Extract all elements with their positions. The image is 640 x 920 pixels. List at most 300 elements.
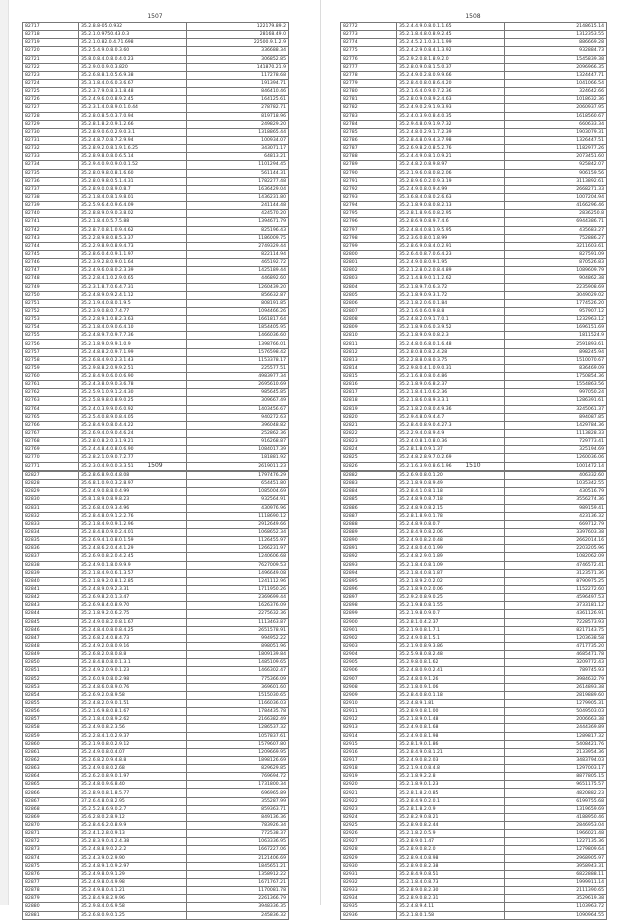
row-code-cell: 35.2.1.8.9.0.1.48 (397, 716, 505, 724)
table-row (23, 96, 289, 104)
table-row (23, 870, 289, 878)
table-row (341, 822, 607, 830)
row-id-cell: 82897 (341, 594, 397, 602)
row-id-cell: 82901 (341, 626, 397, 634)
table-row (341, 651, 607, 659)
table-row (23, 887, 289, 895)
table-row (23, 193, 289, 201)
row-id-cell: 82801 (341, 259, 397, 267)
row-code-cell: 35.2.4.9.0.8.0.4.07 (79, 748, 187, 756)
row-id-cell: 82737 (23, 185, 79, 193)
row-code-cell: 35.2.1.8.4.0.5.7.5.88 (79, 218, 187, 226)
row-value-cell: 1126455.97 (187, 537, 289, 545)
row-value-cell: 249829.20 (187, 120, 289, 128)
table-title: 1509 (147, 462, 163, 469)
row-id-cell: 82808 (341, 316, 397, 324)
row-id-cell: 82774 (341, 39, 397, 47)
row-value-cell: 22500.9.1.2.9 (187, 39, 289, 47)
table-row (341, 895, 607, 903)
row-value-cell: 1510070.67 (505, 356, 607, 364)
row-value-cell: 1090964.55 (505, 911, 607, 919)
table-row (23, 675, 289, 683)
row-id-cell: 82929 (341, 854, 397, 862)
table-row (23, 667, 289, 675)
row-value-cell: 1545839.38 (505, 55, 607, 63)
row-id-cell: 82777 (341, 63, 397, 71)
row-value-cell: 396048.82 (187, 421, 289, 429)
row-code-cell: 35.2.4.9.8.0.4.9.98 (79, 879, 187, 887)
row-code-cell: 35.2.8.4.9.0.8.1.21 (397, 748, 505, 756)
row-id-cell: 82753 (23, 316, 79, 324)
row-id-cell: 82823 (341, 438, 397, 446)
table-row (23, 332, 289, 340)
row-id-cell: 82873 (23, 846, 79, 854)
row-id-cell: 82870 (23, 822, 79, 830)
row-value-cell: 1661817.64 (187, 316, 289, 324)
table-row (23, 585, 289, 593)
table-row (23, 250, 289, 258)
row-code-cell: 35.2.4.0.3.9.9.0.6.0.92 (79, 405, 187, 413)
row-id-cell: 82849 (23, 651, 79, 659)
table-row (23, 553, 289, 561)
row-code-cell: 35.2.6.9.4.1.0.8.0.1.59 (79, 537, 187, 545)
row-value-cell: 1358912.22 (187, 870, 289, 878)
table-block-4 (340, 461, 606, 920)
row-code-cell: 35.2.8.0.9.8.0.5.1.4.31 (79, 177, 187, 185)
row-code-cell: 35.2.4.8.2.8.9.7.0.2.69 (397, 454, 505, 462)
row-code-cell: 35.2.6.0.9.0.8.0.2.98 (79, 675, 187, 683)
row-code-cell: 35.2.8.4.8.0.9.4.3.7.98 (397, 136, 505, 144)
row-id-cell: 82924 (341, 813, 397, 821)
row-value-cell: 696965.89 (187, 789, 289, 797)
row-value-cell: 1324447.71 (505, 71, 607, 79)
row-value-cell: 3556274.36 (505, 496, 607, 504)
table-row (23, 275, 289, 283)
row-code-cell: 35.2.1.0.9750.43.0.3 (79, 31, 187, 39)
table-row (341, 569, 607, 577)
row-value-cell: 1103963.72 (505, 903, 607, 911)
table-row (23, 177, 289, 185)
table-row (341, 324, 607, 332)
row-value-cell: 906159.56 (505, 169, 607, 177)
row-value-cell: 1576598.42 (187, 348, 289, 356)
table-row (23, 446, 289, 454)
row-id-cell: 82730 (23, 128, 79, 136)
row-code-cell: 35.2.6.9.0.8.0.1.20 (397, 472, 505, 480)
table-row (341, 39, 607, 47)
row-value-cell: 1312353.55 (505, 31, 607, 39)
table-row (341, 340, 607, 348)
row-id-cell: 82928 (341, 846, 397, 854)
table-row (341, 504, 607, 512)
row-code-cell: 35.2.4.9.0.8.1.68 (397, 724, 505, 732)
row-id-cell: 82797 (341, 226, 397, 234)
table-row (23, 364, 289, 372)
row-code-cell: 35.2.6.8.2.4.0.8.4.73 (79, 634, 187, 642)
row-id-cell: 82926 (341, 830, 397, 838)
row-id-cell: 82810 (341, 332, 397, 340)
row-code-cell: 35.2.4.8.0.9.1.26 (397, 675, 505, 683)
row-id-cell: 82921 (341, 789, 397, 797)
table-row (23, 520, 289, 528)
row-code-cell: 35.2.1.9.4.0.8.4.8 (397, 765, 505, 773)
row-value-cell: 1554863.56 (505, 381, 607, 389)
row-id-cell: 82828 (23, 480, 79, 488)
row-id-cell: 82905 (341, 659, 397, 667)
row-value-cell: 808191.85 (187, 299, 289, 307)
row-id-cell: 82766 (23, 421, 79, 429)
table-row (23, 699, 289, 707)
row-code-cell: 35.2.4.9.2.0.9.0.1.23 (79, 667, 187, 675)
row-value-cell: 1782277.48 (187, 177, 289, 185)
table-row (23, 79, 289, 87)
table-row (341, 903, 607, 911)
table-row (341, 488, 607, 496)
row-code-cell: 35.2.4.8.2.9.0.1.89 (397, 553, 505, 561)
table-row (341, 748, 607, 756)
row-id-cell: 82758 (23, 356, 79, 364)
table-row (341, 291, 607, 299)
row-value-cell: 2651578.91 (187, 626, 289, 634)
row-code-cell: 35.2.1.6.4.0.9.0.7.2.36 (397, 88, 505, 96)
row-code-cell: 35.2.1.8.4.0.8.73 (397, 879, 505, 887)
row-code-cell: 35.2.8.9.4.0.8.98 (397, 854, 505, 862)
row-id-cell: 82867 (23, 797, 79, 805)
table-row (23, 389, 289, 397)
row-value-cell: 1260439.20 (187, 283, 289, 291)
row-id-cell: 82889 (341, 528, 397, 536)
row-value-cell: 1241112.96 (187, 577, 289, 585)
row-code-cell: 35.2.2.8.4.1.0.2.9.0.65 (79, 275, 187, 283)
table-row (23, 911, 289, 919)
row-code-cell: 35.2.1.8.4.0.8.1.87 (397, 569, 505, 577)
table-row (341, 79, 607, 87)
row-id-cell: 82877 (23, 879, 79, 887)
row-id-cell: 82844 (23, 610, 79, 618)
row-value-cell: 2073451.60 (505, 153, 607, 161)
table-row (341, 136, 607, 144)
row-value-cell: 3397603.38 (505, 528, 607, 536)
row-code-cell: 35.2.4.9.0.8.0.2.68 (79, 765, 187, 773)
row-value-cell: 1809139.84 (187, 651, 289, 659)
row-value-cell: 2369699.44 (187, 594, 289, 602)
row-id-cell: 82807 (341, 307, 397, 315)
row-id-cell: 82736 (23, 177, 79, 185)
table-row (341, 879, 607, 887)
row-id-cell: 82887 (341, 512, 397, 520)
row-id-cell: 82850 (23, 659, 79, 667)
row-code-cell: 35.2.1.8.4.0.8.1.09 (397, 561, 505, 569)
table-row (23, 504, 289, 512)
row-value-cell: 1101294.45 (187, 161, 289, 169)
table-row (341, 332, 607, 340)
row-code-cell: 35.2.8.9.6.0.2.0.9.3.19 (397, 177, 505, 185)
row-code-cell: 35.2.5.2.8.6.9.0.2.7 (79, 805, 187, 813)
table-row (23, 185, 289, 193)
row-code-cell: 35.2.1.8.2.0.5.9 (397, 830, 505, 838)
row-code-cell: 35.2.8.3.9.0.4.2.4.38 (79, 838, 187, 846)
row-id-cell: 82904 (341, 651, 397, 659)
row-id-cell: 82858 (23, 724, 79, 732)
table-row (23, 561, 289, 569)
table-row (23, 421, 289, 429)
row-id-cell: 82804 (341, 283, 397, 291)
row-id-cell: 82751 (23, 299, 79, 307)
table-row (341, 797, 607, 805)
table-row (23, 545, 289, 553)
row-value-cell: 859363.71 (187, 805, 289, 813)
table-row (341, 373, 607, 381)
row-code-cell: 35.2.4.8.9.0.8.7.18 (397, 496, 505, 504)
row-id-cell: 82936 (341, 911, 397, 919)
row-id-cell: 82906 (341, 667, 397, 675)
row-value-cell: 1466036.60 (187, 332, 289, 340)
row-code-cell: 35.2.5.8.9.8.0.8.9.0.25 (79, 397, 187, 405)
row-id-cell: 82742 (23, 226, 79, 234)
row-id-cell: 82773 (341, 31, 397, 39)
row-id-cell: 82869 (23, 813, 79, 821)
table-row (341, 63, 607, 71)
row-id-cell: 82752 (23, 307, 79, 315)
row-id-cell: 82781 (341, 96, 397, 104)
row-value-cell: 306852.85 (187, 55, 289, 63)
row-code-cell: 35.2.1.2.8.0.2.0.8.4.89 (397, 267, 505, 275)
row-code-cell: 35.2.4.3.9.0.2.9.90 (79, 854, 187, 862)
row-value-cell: 1784435.78 (187, 708, 289, 716)
row-code-cell: 35.2.8.9.0.6.0.2.9.0.3.1 (79, 128, 187, 136)
row-id-cell: 82720 (23, 47, 79, 55)
row-value-cell: 1318865.44 (187, 128, 289, 136)
row-code-cell: 35.2.8.9.0.8.2.31 (397, 895, 505, 903)
table-row (341, 88, 607, 96)
row-value-cell: 1636429.04 (187, 185, 289, 193)
table-row (341, 356, 607, 364)
row-id-cell: 82769 (23, 446, 79, 454)
row-id-cell: 82848 (23, 642, 79, 650)
row-value-cell: 846410.46 (187, 88, 289, 96)
row-code-cell: 35.2.9.8.8.2.0.9.9.2.51 (79, 364, 187, 372)
row-id-cell: 82818 (341, 397, 397, 405)
row-id-cell: 82748 (23, 275, 79, 283)
row-id-cell: 82919 (341, 773, 397, 781)
row-id-cell: 82802 (341, 267, 397, 275)
table-row (23, 569, 289, 577)
table-row (341, 47, 607, 55)
row-value-cell: 181881.92 (187, 454, 289, 462)
row-id-cell: 82888 (341, 520, 397, 528)
row-code-cell: 35.2.5.4.0.8.9.0.8.4.05 (79, 413, 187, 421)
row-code-cell: 35.2.1.8.0.1.58 (397, 911, 505, 919)
table-row (341, 740, 607, 748)
row-code-cell: 35.2.8.9.0.8.2.30 (397, 887, 505, 895)
row-id-cell: 82890 (341, 537, 397, 545)
row-code-cell: 35.2.4.8.6.2.0.4.4.1.29 (79, 545, 187, 553)
row-code-cell: 35.2.1.8.6.0.8.9.3.3.1 (397, 397, 505, 405)
row-code-cell: 35.2.1.8.9.0.1.23 (397, 781, 505, 789)
row-code-cell: 35.2.4.9.8.0.9.1.29 (79, 870, 187, 878)
table-row (23, 291, 289, 299)
row-value-cell: 4746572.41 (505, 561, 607, 569)
table-row (23, 691, 289, 699)
row-id-cell: 82909 (341, 691, 397, 699)
row-value-cell: 435683.27 (505, 226, 607, 234)
row-code-cell: 35.2.8.4.0.8.9.0.4.27.3 (397, 421, 505, 429)
row-code-cell: 35.2.4.9.0.8.8.0.4.99 (79, 488, 187, 496)
row-id-cell: 82728 (23, 112, 79, 120)
row-code-cell: 35.2.4.8.9.0.9.2.4.1.12 (79, 291, 187, 299)
row-id-cell: 82783 (341, 112, 397, 120)
table-row (23, 610, 289, 618)
row-id-cell: 82812 (341, 348, 397, 356)
row-value-cell: 2444369.89 (505, 724, 607, 732)
row-code-cell: 35.2.8.8.9.0.9.0.3.8.02 (79, 210, 187, 218)
row-code-cell: 35.2.8.1.8.0.9.1.37 (397, 446, 505, 454)
row-id-cell: 82915 (341, 740, 397, 748)
row-value-cell: 561144.31 (187, 169, 289, 177)
row-value-cell: 1057837.61 (187, 732, 289, 740)
row-code-cell: 35.2.6.9.4.0.9.0.4.6.24 (79, 430, 187, 438)
row-code-cell: 35.2.8.9.2.0.8.1.9.1.6.25 (79, 145, 187, 153)
table-row (23, 397, 289, 405)
row-id-cell: 82847 (23, 634, 79, 642)
row-value-cell: 1903079.31 (505, 128, 607, 136)
table-row (341, 911, 607, 919)
table-row (341, 480, 607, 488)
row-code-cell: 35.2.4.8.0.4.0.1.99 (397, 545, 505, 553)
row-id-cell: 82917 (341, 756, 397, 764)
row-value-cell: 2261366.79 (187, 895, 289, 903)
row-code-cell: 35.2.8.0.8.2.0.3.1.9.21 (79, 438, 187, 446)
row-id-cell: 82784 (341, 120, 397, 128)
row-value-cell: 1403456.67 (187, 405, 289, 413)
row-value-cell: 5408421.76 (505, 740, 607, 748)
table-row (23, 23, 289, 31)
row-value-cell: 1797476.29 (187, 472, 289, 480)
table-row (23, 805, 289, 813)
table-row (341, 716, 607, 724)
row-id-cell: 82856 (23, 708, 79, 716)
row-code-cell: 35.2.4.9.0.8.1.98 (397, 732, 505, 740)
row-code-cell: 35.2.1.8.2.0.6.0.1.84 (397, 299, 505, 307)
row-value-cell: 3123571.36 (505, 569, 607, 577)
row-code-cell: 35.2.4.8.6.0.8.9.0.76 (79, 683, 187, 691)
row-code-cell: 35.2.8.7.0.8.1.0.9.4.62 (79, 226, 187, 234)
row-code-cell: 35.2.9.8.4.0.6.9.58 (79, 903, 187, 911)
data-table (22, 22, 289, 471)
row-value-cell: 309667.49 (187, 397, 289, 405)
row-value-cell: 1018632.36 (505, 96, 607, 104)
row-id-cell: 82851 (23, 667, 79, 675)
table-row (23, 488, 289, 496)
table-row (341, 667, 607, 675)
row-id-cell: 82860 (23, 740, 79, 748)
row-value-cell: 1041066.54 (505, 79, 607, 87)
row-value-cell: 1425189.44 (187, 267, 289, 275)
table-row (23, 324, 289, 332)
row-id-cell: 82923 (341, 805, 397, 813)
row-value-cell: 997050.24 (505, 389, 607, 397)
row-code-cell: 35.3.6.8.4.0.8.0.2.6.63 (397, 193, 505, 201)
row-id-cell: 82756 (23, 340, 79, 348)
row-value-cell: 8790975.25 (505, 577, 607, 585)
row-id-cell: 82762 (23, 389, 79, 397)
row-value-cell: 772538.37 (187, 830, 289, 838)
row-code-cell: 35.2.1.8.4.9.0.6.1.3.57 (79, 569, 187, 577)
row-value-cell: 1170081.78 (187, 887, 289, 895)
row-code-cell: 35.2.1.8.9.2.2.8 (397, 773, 505, 781)
row-id-cell: 82922 (341, 797, 397, 805)
row-code-cell: 35.2.4.4.9.0.8.1.0.9.21 (397, 153, 505, 161)
row-code-cell: 35.2.2.8.8.0.8.0.3.75 (397, 356, 505, 364)
row-value-cell: 1152272.60 (505, 585, 607, 593)
table-row (341, 830, 607, 838)
row-code-cell: 35.2.4.8.2.0.9.0.1.51 (79, 699, 187, 707)
row-value-cell: 898245.94 (505, 348, 607, 356)
row-value-cell: 2614893.38 (505, 683, 607, 691)
row-id-cell: 82874 (23, 854, 79, 862)
row-value-cell: 1084017.39 (187, 446, 289, 454)
row-code-cell: 35.2.6.9.8.2.0.1.3.47 (79, 594, 187, 602)
table-row (23, 145, 289, 153)
row-value-cell: 1515030.65 (187, 691, 289, 699)
row-id-cell: 82866 (23, 789, 79, 797)
row-code-cell: 35.2.8.1.8.2.0.9.1.2.66 (79, 120, 187, 128)
row-id-cell: 82790 (341, 169, 397, 177)
row-id-cell: 82722 (23, 63, 79, 71)
row-value-cell: 191394.71 (187, 79, 289, 87)
row-value-cell: 1671767.21 (187, 879, 289, 887)
row-code-cell: 35.2.6.8.2.0.8.0.8.8 (79, 651, 187, 659)
row-code-cell: 35.2.8.4.9.0.8.0.4.4.22 (79, 421, 187, 429)
row-id-cell: 82721 (23, 55, 79, 63)
row-id-cell: 82930 (341, 862, 397, 870)
table-row (23, 577, 289, 585)
table-row (23, 218, 289, 226)
row-value-cell: 3113892.61 (505, 177, 607, 185)
row-value-cell: 1260036.06 (505, 454, 607, 462)
row-id-cell: 82821 (341, 421, 397, 429)
table-row (341, 528, 607, 536)
row-id-cell: 82817 (341, 389, 397, 397)
row-value-cell: 1466302.47 (187, 667, 289, 675)
row-value-cell: 343071.17 (187, 145, 289, 153)
row-value-cell: 117278.68 (187, 71, 289, 79)
row-code-cell: 35.2.8.9.0.8.2.38 (397, 862, 505, 870)
row-code-cell: 35.2.8.9.8.0.8.0.6.5.14 (79, 153, 187, 161)
table-block-2 (340, 12, 606, 471)
table-row (341, 496, 607, 504)
row-code-cell: 35.2.4.2.9.0.8.4.1.3.92 (397, 47, 505, 55)
table-row (341, 732, 607, 740)
table-row (341, 642, 607, 650)
row-id-cell: 82780 (341, 88, 397, 96)
row-code-cell: 35.8.0.8.4.0.8.0.4.0.23 (79, 55, 187, 63)
row-code-cell: 35.2.2.8.9.8.0.8.5.3.37 (79, 234, 187, 242)
row-value-cell: 729773.41 (505, 438, 607, 446)
row-id-cell: 82809 (341, 324, 397, 332)
row-code-cell: 35.2.4.1.2.8.0.9.13 (79, 830, 187, 838)
row-code-cell: 35.2.8.1.8.9.6.0.8.2.95 (397, 210, 505, 218)
row-code-cell: 35.2.1.8.9.0.8.9.49 (397, 480, 505, 488)
row-value-cell: 6822888.11 (505, 870, 607, 878)
row-value-cell: 446892.60 (187, 275, 289, 283)
row-id-cell: 82820 (341, 413, 397, 421)
table-row (341, 446, 607, 454)
row-value-cell: 122179.89.2 (187, 23, 289, 31)
row-code-cell: 35.2.1.8.9.0.6.0.3.9.52 (397, 324, 505, 332)
row-code-cell: 35.2.3.1.4.0.8.9.0.1.0.44 (79, 104, 187, 112)
row-id-cell: 82846 (23, 626, 79, 634)
